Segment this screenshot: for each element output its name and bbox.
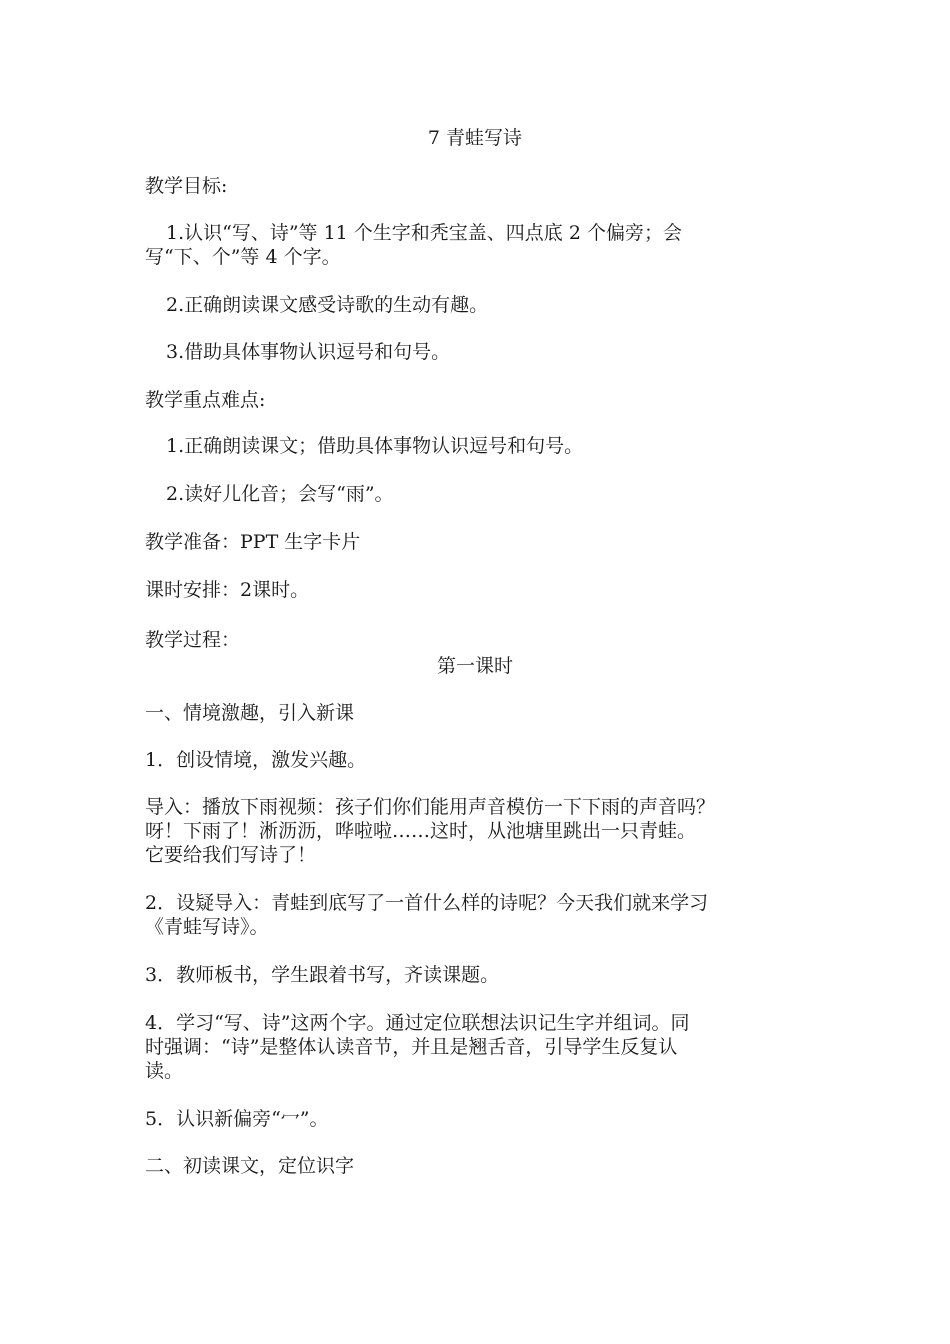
step-1: 1．创设情境，激发兴趣。: [145, 749, 367, 771]
objective-2: 2.正确朗读课文感受诗歌的生动有趣。: [166, 294, 489, 316]
lesson-schedule: 课时安排：2课时。: [145, 579, 310, 601]
key-points-heading: 教学重点难点:: [145, 389, 266, 411]
step-4-line-3: 读。: [145, 1060, 184, 1082]
step-3: 3．教师板书，学生跟着书写，齐读课题。: [145, 964, 500, 986]
objective-3: 3.借助具体事物认识逗号和句号。: [166, 341, 451, 363]
section-2-heading: 二、初读课文，定位识字: [145, 1155, 355, 1177]
step-5: 5．认识新偏旁“冖”。: [145, 1108, 329, 1130]
objectives-heading: 教学目标:: [145, 175, 228, 197]
objective-1-line-1: 1.认识“写、诗”等 11 个生字和秃宝盖、四点底 2 个偏旁；会: [166, 222, 682, 244]
step-2-line-1: 2．设疑导入：青蛙到底写了一首什么样的诗呢？今天我们就来学习: [145, 892, 709, 914]
objective-1-line-2: 写“下、个”等 4 个字。: [145, 246, 341, 268]
intro-line-1: 导入：播放下雨视频：孩子们你们能用声音模仿一下下雨的声音吗？: [145, 796, 716, 818]
key-point-1: 1.正确朗读课文；借助具体事物认识逗号和句号。: [166, 435, 584, 457]
process-heading: 教学过程：: [145, 629, 241, 651]
intro-line-3: 它要给我们写诗了！: [145, 844, 317, 866]
key-point-2: 2.读好儿化音；会写“雨”。: [166, 483, 394, 505]
step-4-line-2: 时强调：“诗”是整体认读音节，并且是翘舌音，引导学生反复认: [145, 1036, 678, 1058]
section-1-heading: 一、情境激趣，引入新课: [145, 702, 355, 724]
lesson-title: 第一课时: [436, 655, 513, 677]
step-4-line-1: 4．学习“写、诗”这两个字。通过定位联想法识记生字并组词。同: [145, 1012, 690, 1034]
document-title: 7 青蛙写诗: [427, 127, 523, 149]
intro-line-2: 呀！下雨了！淅沥沥，哗啦啦……这时，从池塘里跳出一只青蛙。: [145, 820, 697, 842]
teaching-preparation: 教学准备：PPT 生字卡片: [145, 531, 361, 553]
step-2-line-2: 《青蛙写诗》。: [145, 916, 269, 938]
